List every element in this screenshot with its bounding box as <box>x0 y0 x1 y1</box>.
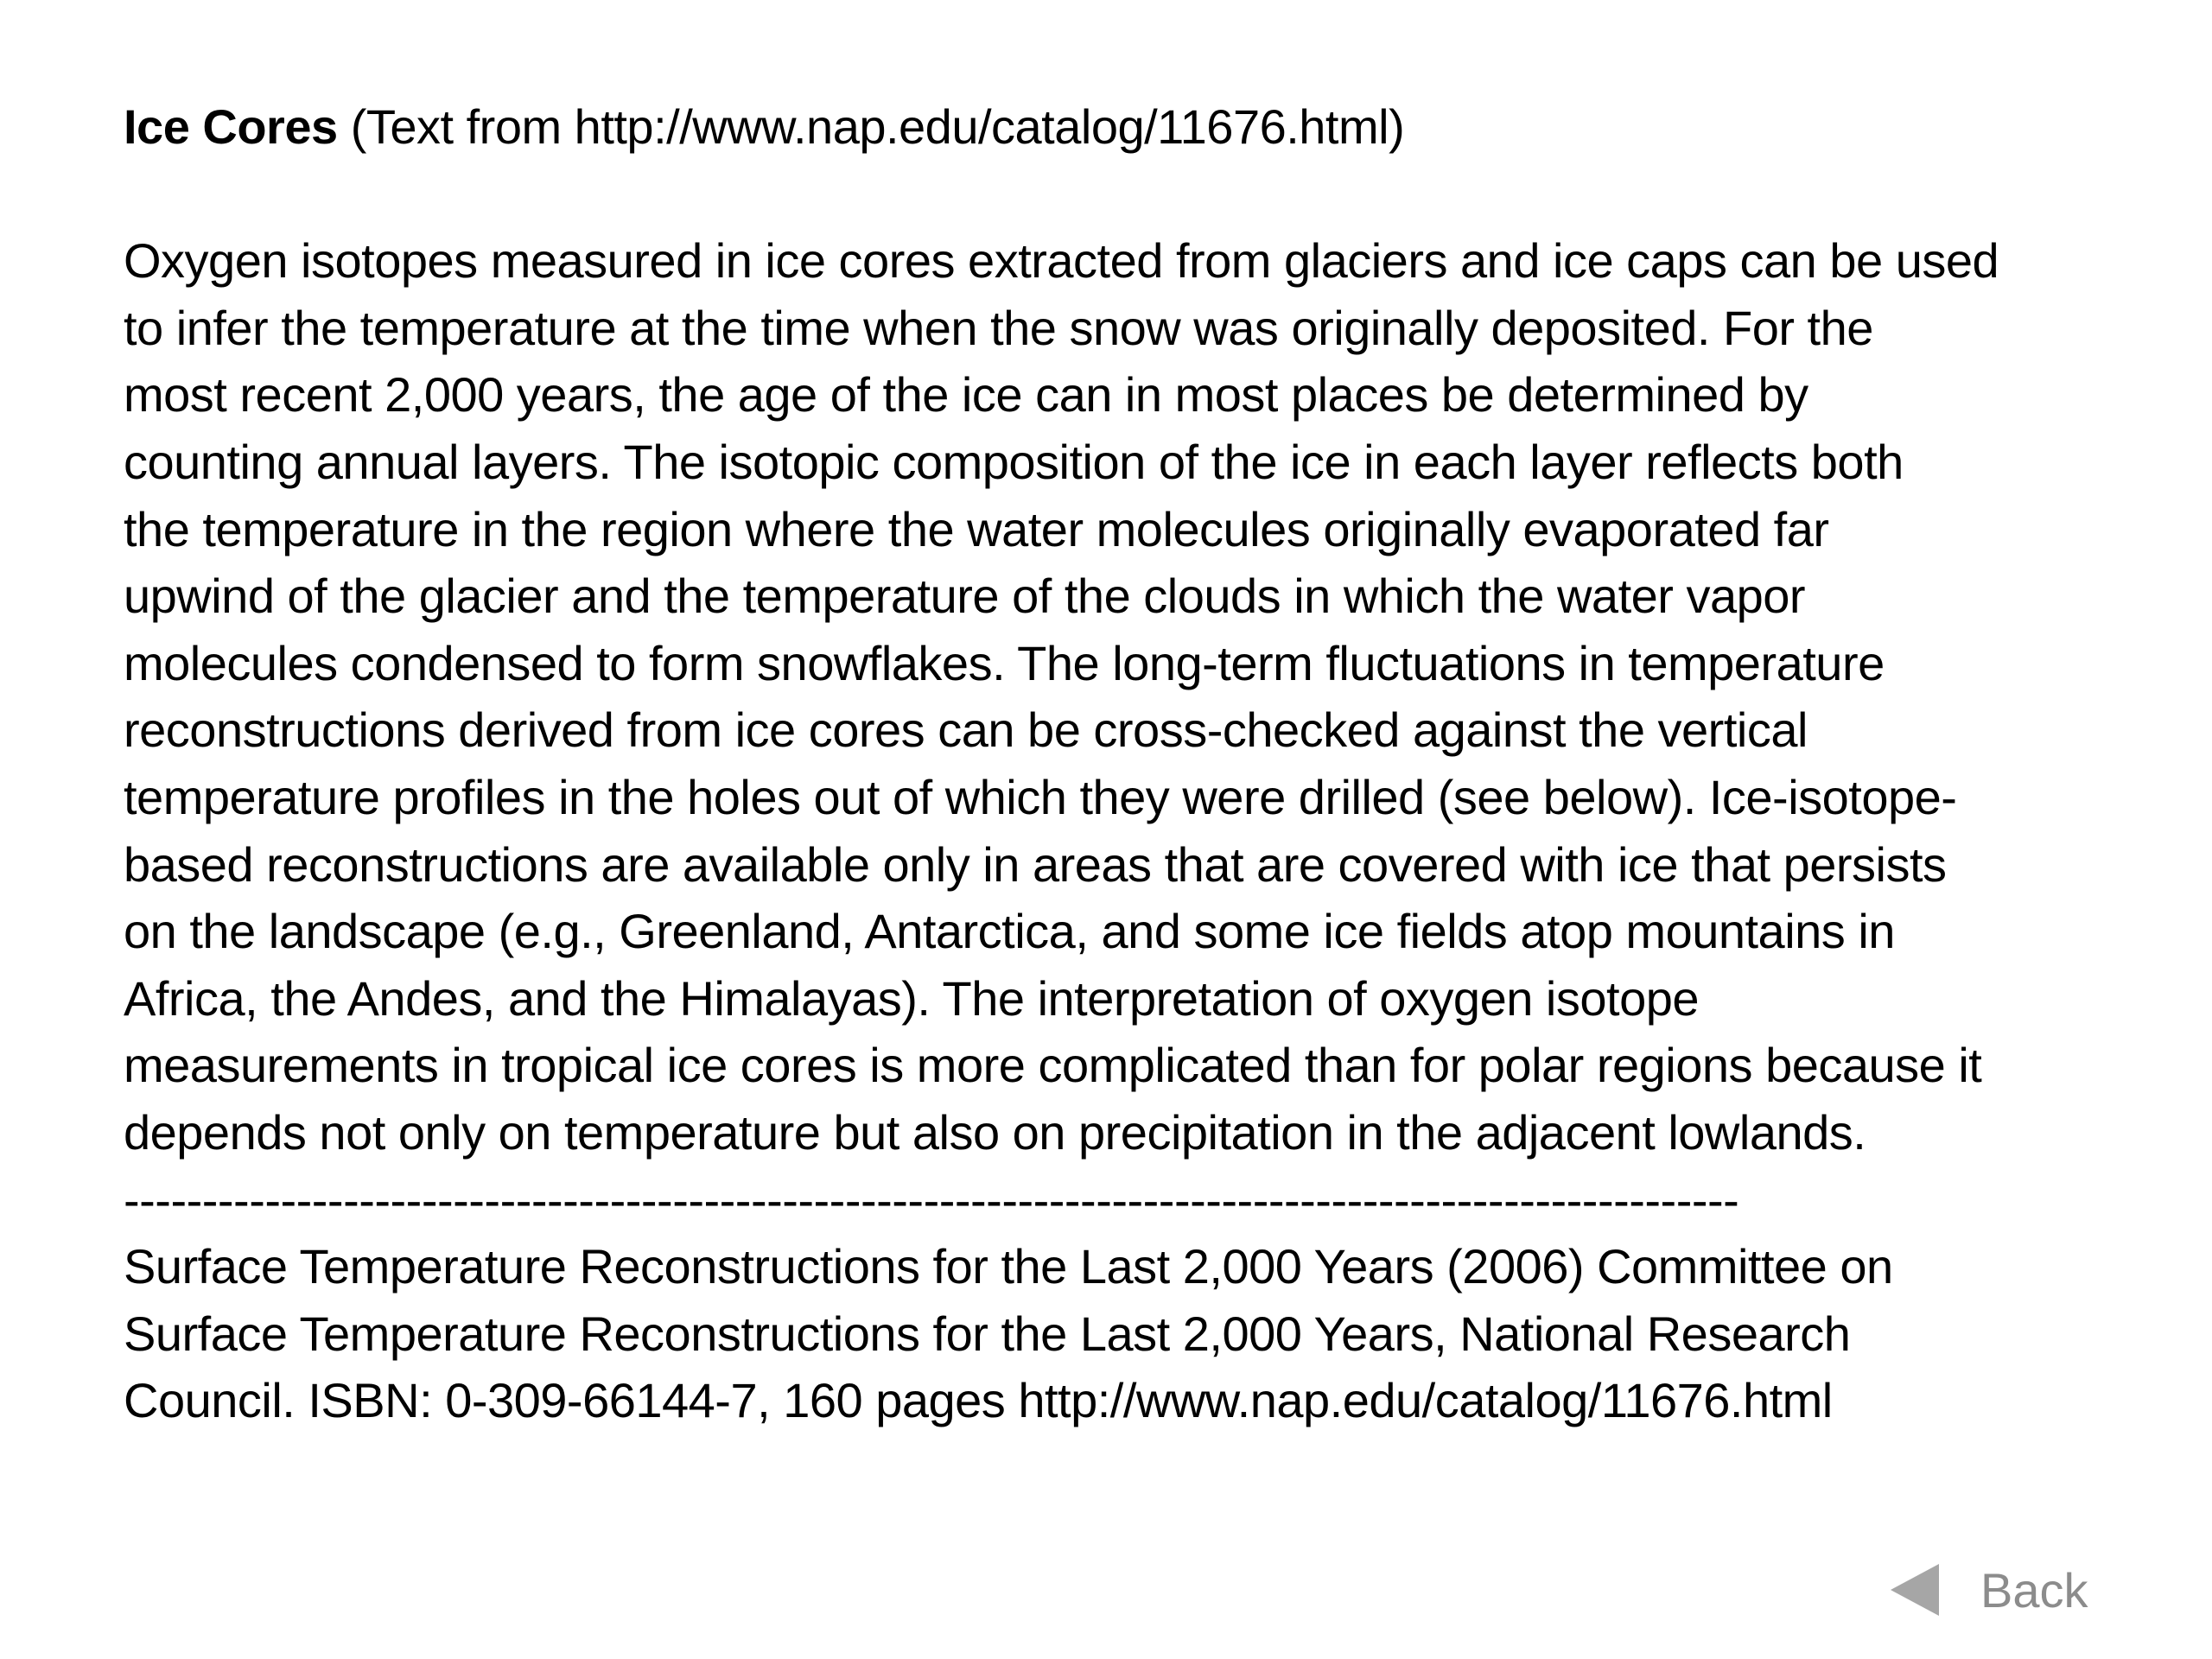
heading <box>124 93 2197 161</box>
citation-line: Council. ISBN: 0-309-66144-7, 160 pages http://www.nap.edu/catalog/11676.html <box>124 1373 1833 1428</box>
body-line: depends not only on temperature but also on precipitation in the adjacent lowlands. <box>124 1104 1866 1160</box>
body-line: Africa, the Andes, and the Himalayas). The interpretation of oxygen isotope <box>124 970 1699 1026</box>
back-button-label: Back <box>1980 1562 2088 1618</box>
body-line: based reconstructions are available only in areas that are covered with ice that persists <box>124 836 1947 892</box>
body-line: to infer the temperature at the time when the snow was originally deposited. For the <box>124 300 1873 355</box>
citation-line: Surface Temperature Reconstructions for the Last 2,000 Years (2006) Committee on <box>124 1239 1893 1294</box>
divider: ------------------------------------------------------------------------------------------------------- <box>124 1172 1739 1227</box>
body-line: measurements in tropical ice cores is more complicated than for polar regions because it <box>124 1038 1982 1093</box>
back-button[interactable] <box>1891 1555 2088 1624</box>
body-line: counting annual layers. The isotopic composition of the ice in each layer reflects both <box>124 434 1904 489</box>
body-line: most recent 2,000 years, the age of the ice can in most places be determined by <box>124 367 1808 423</box>
citation-line: Surface Temperature Reconstructions for the Last 2,000 Years, National Research <box>124 1306 1851 1361</box>
body-line: reconstructions derived from ice cores can be cross-checked against the vertical <box>124 702 1808 758</box>
body-line: the temperature in the region where the water molecules originally evaporated far <box>124 501 1829 556</box>
left-triangle-icon <box>1891 1564 1939 1616</box>
heading-bold: Ice Cores <box>124 99 338 154</box>
body-line: upwind of the glacier and the temperature of the clouds in which the water vapor <box>124 569 1806 624</box>
blank-line <box>124 161 2197 228</box>
body-line: temperature profiles in the holes out of which they were drilled (see below). Ice-isotope- <box>124 769 1957 824</box>
text-block <box>124 93 2197 1434</box>
body-line: molecules condensed to form snowflakes. The long-term fluctuations in temperature <box>124 635 1885 690</box>
body-line: on the landscape (e.g., Greenland, Antarctica, and some ice fields atop mountains in <box>124 904 1895 959</box>
body-line: Oxygen isotopes measured in ice cores extracted from glaciers and ice caps can be used <box>124 233 1999 289</box>
heading-source: (Text from http://www.nap.edu/catalog/11676.html) <box>337 99 1405 154</box>
